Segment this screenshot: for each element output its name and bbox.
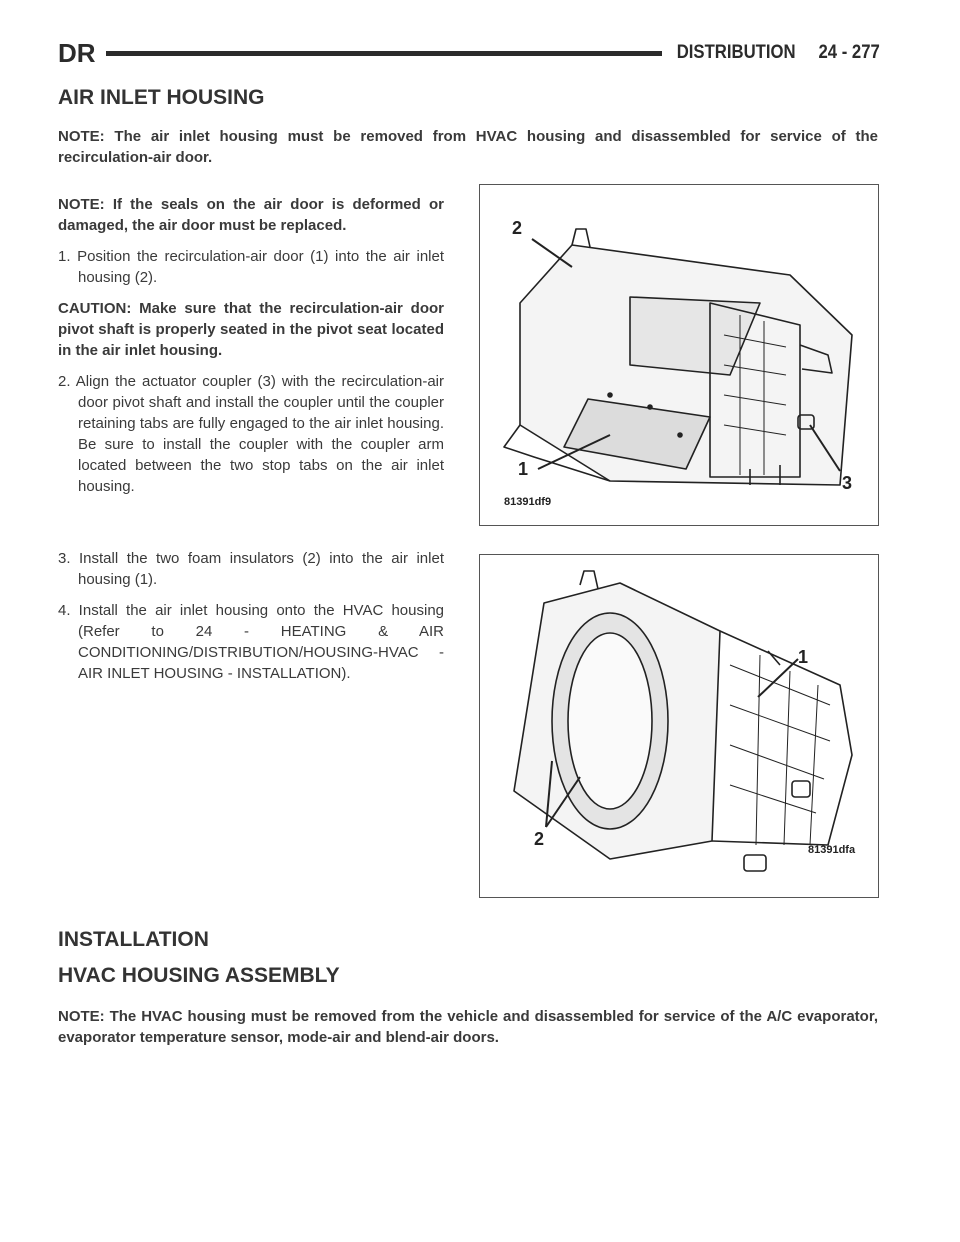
figure-2-id: 81391dfa xyxy=(808,844,856,856)
manual-code: DR xyxy=(58,38,96,68)
figure-1-drawing xyxy=(480,185,878,525)
figure-1-callout-2: 2 xyxy=(512,218,523,238)
hvac-housing-title: HVAC HOUSING ASSEMBLY xyxy=(58,964,340,987)
step-1: 1. Position the recirculation-air door (1) into the air inlet housing (2). xyxy=(58,248,444,286)
figure-1-id: 81391df9 xyxy=(504,496,552,508)
hvac-note: NOTE: The HVAC housing must be removed from the vehicle and disassembled for service of the A/C evaporator, evaporator temperature sensor, mode-air and blend-air doors. xyxy=(58,1008,878,1046)
procedure-column xyxy=(58,194,444,497)
figure-foam-insulators xyxy=(479,554,879,898)
procedure-column-2 xyxy=(58,548,444,684)
air-inlet-note-2: NOTE: If the seals on the air door is deformed or damaged, the air door must be replaced. xyxy=(58,196,444,234)
installation-title: INSTALLATION xyxy=(58,928,209,951)
figure-1-callout-3: 3 xyxy=(842,473,853,493)
figure-2-callout-2: 2 xyxy=(534,829,545,849)
step-3: 3. Install the two foam insulators (2) into the air inlet housing (1). xyxy=(58,550,444,588)
header-rule xyxy=(106,51,662,56)
figure-2-callout-1: 1 xyxy=(798,647,809,667)
header-section xyxy=(677,42,880,64)
page-number: 24 - 277 xyxy=(818,42,880,63)
figure-2-drawing xyxy=(480,555,878,897)
figure-1-callout-1: 1 xyxy=(518,459,529,479)
figure-recirculation-door xyxy=(479,184,879,526)
air-inlet-title: AIR INLET HOUSING xyxy=(58,86,265,109)
step-2: 2. Align the actuator coupler (3) with the recirculation-air door pivot shaft and install the coupler until the coupler retaining tabs are fully engaged to the air inlet housing. Be sure to install the coupler with the coupler arm located between the two stop tabs on the air inlet housing. xyxy=(58,373,444,495)
caution-text: CAUTION: Make sure that the recirculation-air door pivot shaft is properly seated in the pivot seat located in the air inlet housing. xyxy=(58,300,444,359)
page-header xyxy=(58,34,880,74)
section-name: DISTRIBUTION xyxy=(676,42,796,63)
step-4: 4. Install the air inlet housing onto the HVAC housing (Refer to 24 - HEATING & AIR CONDITIONING/DISTRIBUTION/HOUSING-HVAC - AIR INLET HOUSING - INSTALLATION). xyxy=(58,602,444,682)
air-inlet-note-1: NOTE: The air inlet housing must be removed from HVAC housing and disassembled for service of the recirculation-air door. xyxy=(58,128,878,166)
